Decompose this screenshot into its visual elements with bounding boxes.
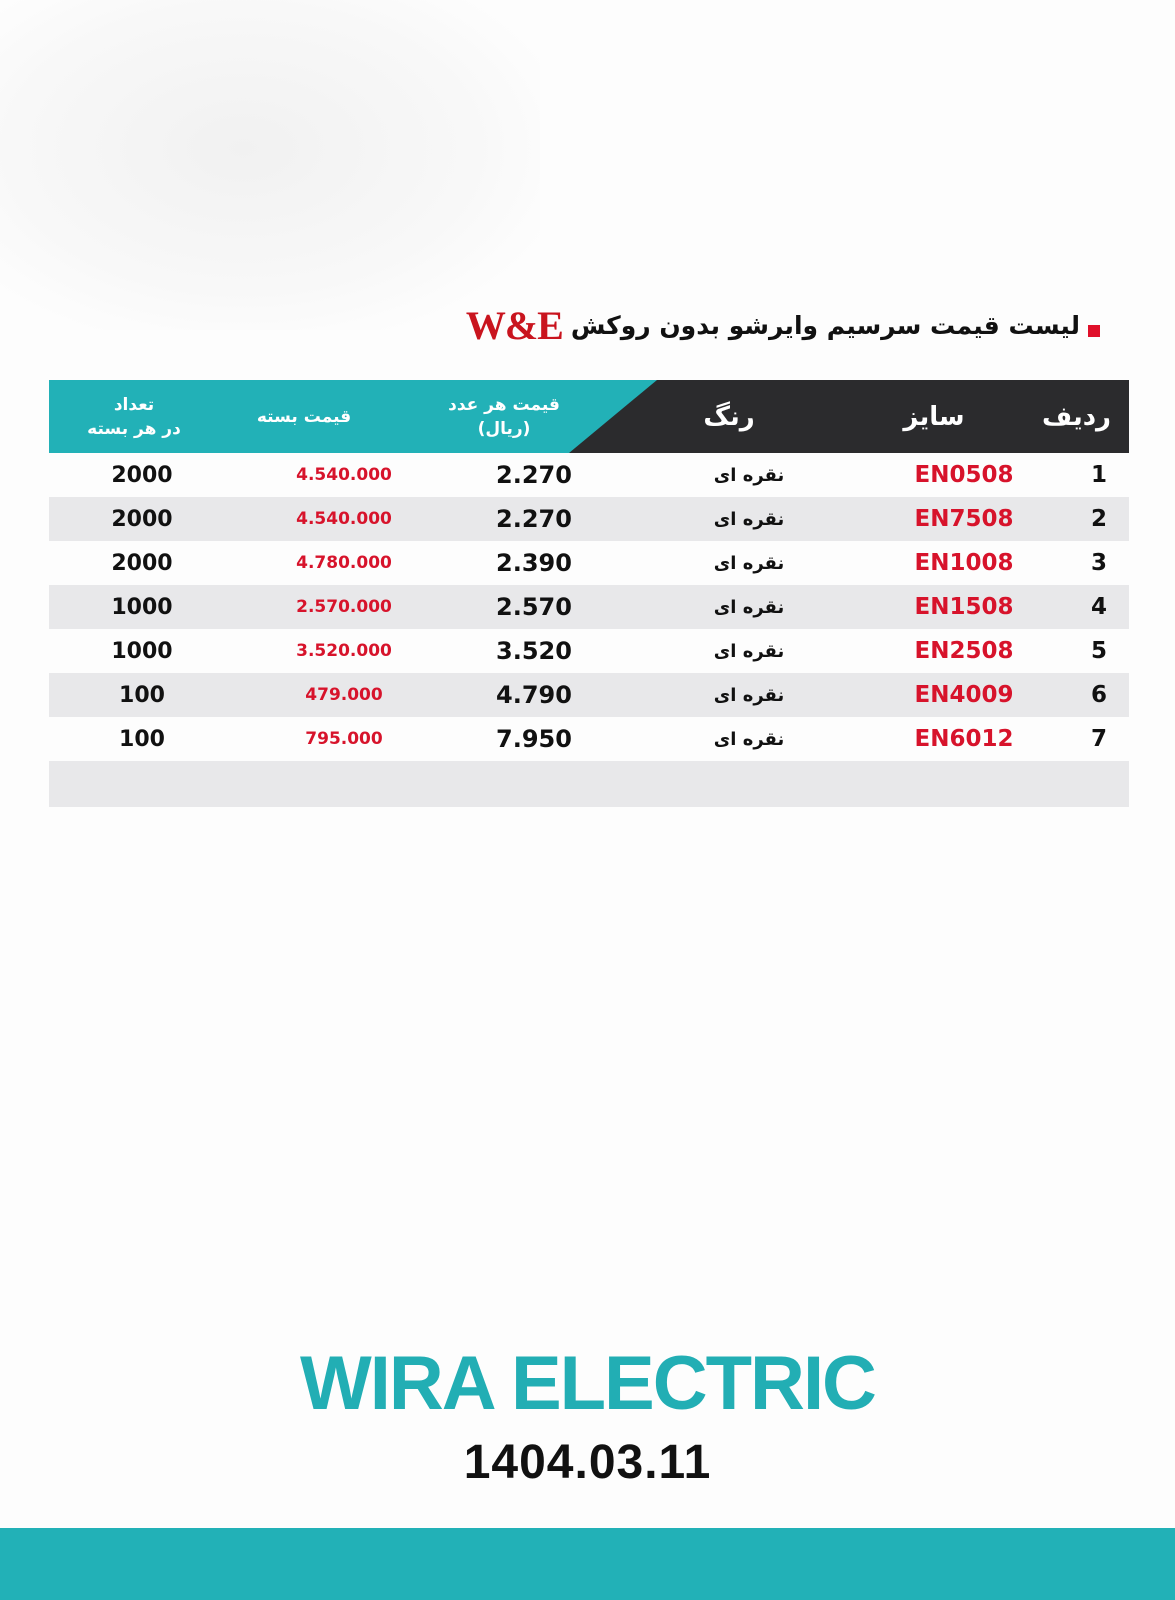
cell-pack-price: 4.540.000 xyxy=(296,509,392,529)
cell-pack-price: 4.540.000 xyxy=(296,465,392,485)
cell-color: نقره ای xyxy=(713,728,785,750)
cell-pack-price: 3.520.000 xyxy=(296,641,392,661)
cell-pack-price: 4.780.000 xyxy=(296,553,392,573)
cell-size: EN1008 xyxy=(914,550,1014,576)
cell-row-number: 4 xyxy=(1090,594,1107,620)
cell-pack-price: 795.000 xyxy=(305,729,383,749)
cell-pack-price: 2.570.000 xyxy=(296,597,392,617)
header-qty-line2: در هر بسته xyxy=(87,418,181,439)
header-pack-price: قیمت بسته xyxy=(256,406,352,427)
header-qty-line1: تعداد xyxy=(113,394,155,415)
cell-unit-price: 2.270 xyxy=(496,461,572,489)
cell-color: نقره ای xyxy=(713,552,785,574)
table-row xyxy=(49,673,1129,717)
product-photo xyxy=(0,0,540,330)
cell-size: EN6012 xyxy=(914,726,1014,752)
cell-color: نقره ای xyxy=(713,640,785,662)
cell-unit-price: 2.570 xyxy=(496,593,572,621)
cell-color: نقره ای xyxy=(713,464,785,486)
footer-bar xyxy=(0,1528,1175,1600)
cell-row-number: 2 xyxy=(1090,506,1107,532)
table-row xyxy=(49,453,1129,497)
header-row: ردیف xyxy=(1041,401,1112,432)
table-row xyxy=(49,585,1129,629)
table-row xyxy=(49,717,1129,761)
cell-row-number: 6 xyxy=(1090,682,1107,708)
table-body xyxy=(49,453,1129,807)
cell-qty: 2000 xyxy=(111,550,173,576)
header-unit-price-line1: قیمت هر عدد xyxy=(448,394,560,415)
table-row xyxy=(49,497,1129,541)
cell-qty: 1000 xyxy=(111,638,173,664)
cell-qty: 2000 xyxy=(111,506,173,532)
cell-qty: 2000 xyxy=(111,462,173,488)
cell-row-number: 3 xyxy=(1090,550,1107,576)
cell-qty: 100 xyxy=(119,726,165,752)
cell-qty: 100 xyxy=(119,682,165,708)
cell-color: نقره ای xyxy=(713,508,785,530)
cell-unit-price: 4.790 xyxy=(496,681,572,709)
red-square-bullet-icon xyxy=(1088,325,1100,337)
cell-color: نقره ای xyxy=(713,684,785,706)
price-list-date: 1404.03.11 xyxy=(463,1436,712,1489)
cell-row-number: 5 xyxy=(1090,638,1107,664)
table-header xyxy=(49,380,1129,453)
header-qty xyxy=(59,380,209,453)
header-color: رنگ xyxy=(703,401,755,432)
cell-unit-price: 2.270 xyxy=(496,505,572,533)
cell-size: EN1508 xyxy=(914,594,1014,620)
header-size: سایز xyxy=(903,401,965,432)
cell-unit-price: 3.520 xyxy=(496,637,572,665)
header-unit-price xyxy=(394,380,614,453)
cell-size: EN4009 xyxy=(914,682,1014,708)
cell-size: EN0508 xyxy=(914,462,1014,488)
table-row xyxy=(49,629,1129,673)
header-unit-price-line2: (ریال) xyxy=(477,418,531,439)
company-name: WIRA ELECTRIC xyxy=(300,1341,875,1426)
cell-qty: 1000 xyxy=(111,594,173,620)
table-row-empty xyxy=(49,761,1129,807)
cell-row-number: 1 xyxy=(1090,462,1107,488)
page-title: لیست قیمت سرسیم وایرشو بدون روکش xyxy=(570,310,1080,340)
cell-unit-price: 7.950 xyxy=(496,725,572,753)
table-row xyxy=(49,541,1129,585)
price-table xyxy=(49,380,1129,807)
cell-size: EN7508 xyxy=(914,506,1014,532)
brand-logo: W&E xyxy=(465,302,563,348)
cell-color: نقره ای xyxy=(713,596,785,618)
cell-size: EN2508 xyxy=(914,638,1014,664)
cell-unit-price: 2.390 xyxy=(496,549,572,577)
cell-pack-price: 479.000 xyxy=(305,685,383,705)
cell-row-number: 7 xyxy=(1090,726,1107,752)
title-row xyxy=(466,300,1100,350)
